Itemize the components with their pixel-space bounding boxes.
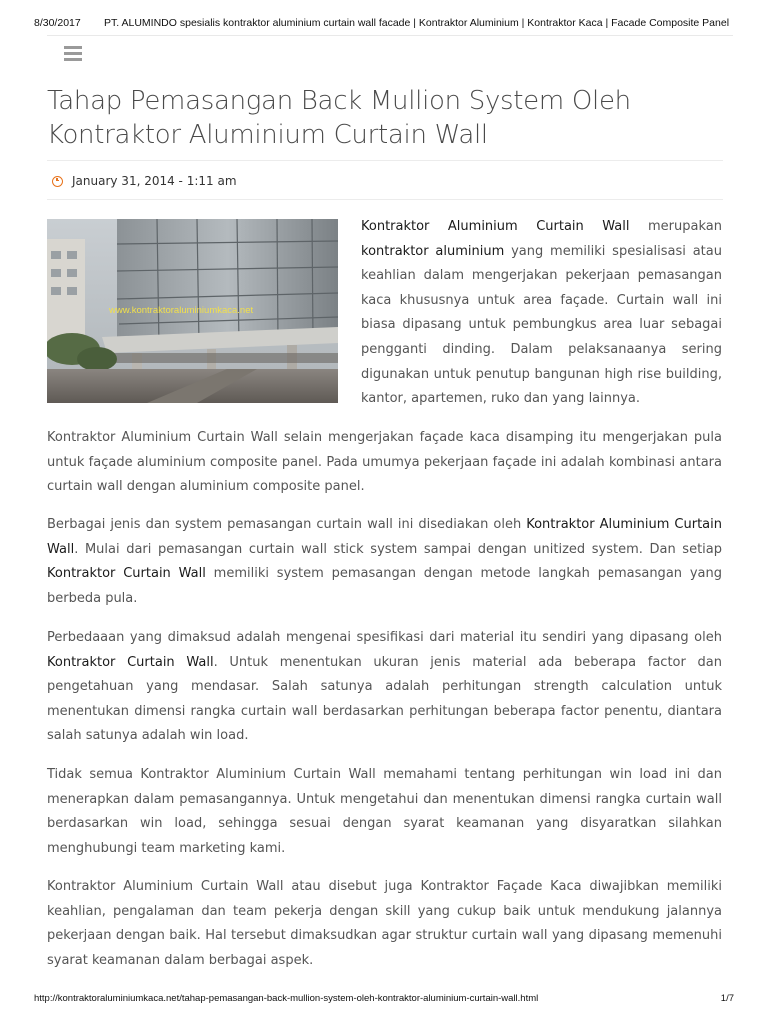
print-date: 8/30/2017 bbox=[34, 17, 81, 29]
print-page-title: PT. ALUMINDO spesialis kontraktor aluminium curtain wall facade | Kontraktor Aluminium | Kontraktor Kaca | Facade Composite Panel bbox=[104, 17, 730, 29]
print-url: http://kontraktoraluminiumkaca.net/tahap-pemasangan-back-mullion-system-oleh-kontraktor-aluminium-curtain-wall.html bbox=[34, 993, 539, 1004]
post-meta bbox=[52, 172, 237, 190]
print-footer bbox=[34, 993, 734, 1007]
paragraph-text: yang memiliki spesialisasi atau keahlian dalam mengerjakan pekerjaan pemasangan kaca khususnya untuk area façade. Curtain wall ini biasa dipasang untuk pembungkus area luar sebagai pengganti dinding. Dalam pelaksanaanya sering digunakan untuk penutup bangunan high rise building, kantor, apartemen, ruko dan yang lainnya. bbox=[361, 243, 722, 407]
print-header bbox=[34, 17, 734, 31]
paragraph-text: memiliki system pemasangan dengan metode langkah pemasangan yang berbeda pula. bbox=[47, 566, 722, 606]
article-paragraph-3 bbox=[47, 513, 722, 611]
post-title: Tahap Pemasangan Back Mullion System Oleh Kontraktor Aluminium Curtain Wall bbox=[47, 86, 631, 150]
article-paragraph-2: Kontraktor Aluminium Curtain Wall selain mengerjakan façade kaca disamping itu mengerjakan pula untuk façade aluminium composite panel. Pada umumya pekerjaan façade ini adalah kombinasi antara curtain wall dengan aluminium composite panel. bbox=[47, 430, 722, 495]
meta-divider bbox=[47, 199, 723, 200]
link-kontraktor-curtain-wall[interactable]: Kontraktor Curtain Wall bbox=[47, 654, 214, 670]
header-divider bbox=[47, 35, 733, 36]
hamburger-menu-icon[interactable] bbox=[64, 46, 82, 61]
paragraph-text: . Mulai dari pemasangan curtain wall stick system sampai dengan unitized system. Dan setiap bbox=[74, 541, 722, 557]
post-date: January 31, 2014 - 1:11 am bbox=[72, 174, 237, 188]
paragraph-text: Perbedaaan yang dimaksud adalah mengenai spesifikasi dari material itu sendiri yang dipasang oleh bbox=[47, 630, 722, 645]
article-paragraph-1 bbox=[361, 215, 722, 412]
clock-icon bbox=[52, 176, 63, 187]
image-watermark: www.kontraktoraluminiumkaca.net bbox=[109, 305, 254, 316]
featured-image bbox=[47, 219, 338, 403]
paragraph-text: Berbagai jenis dan system pemasangan curtain wall ini disediakan oleh bbox=[47, 517, 527, 532]
link-kontraktor-aluminium-curtain-wall[interactable]: Kontraktor Aluminium Curtain Wall bbox=[361, 219, 630, 234]
article-paragraph-6: Kontraktor Aluminium Curtain Wall atau disebut juga Kontraktor Façade Kaca diwajibkan memiliki keahlian, pengalaman dan team pekerja dengan skill yang cukup baik untuk mendukung jalannya pekerjaan dengan baik. Hal tersebut dimaksudkan agar struktur curtain wall yang dipasang memenuhi syarat keamanan dalam berbagai aspek. bbox=[47, 879, 722, 968]
link-kontraktor-curtain-wall[interactable]: Kontraktor Curtain Wall bbox=[47, 566, 206, 582]
paragraph-text: . Untuk menentukan ukuran jenis material ada beberapa factor dan pengetahuan yang mendasar. Salah satunya adalah perhitungan strength calculation untuk menentukan dimensi rangka curtain wall berdasarkan perhitungan beberapa factor penentu, diantara salah satunya adalah win load. bbox=[47, 654, 722, 744]
article-paragraph-5: Tidak semua Kontraktor Aluminium Curtain Wall memahami tentang perhitungan win load ini dan menerapkan dalam pemasangannya. Untuk mengetahui dan menentukan dimensi rangka curtain wall berdasarkan win load, sehingga sesuai dengan syarat keamanan yang disyaratkan silahkan menghubungi team marketing kami. bbox=[47, 767, 722, 856]
paragraph-text: merupakan bbox=[629, 219, 722, 234]
page-number: 1/7 bbox=[720, 993, 734, 1004]
title-divider bbox=[47, 160, 723, 161]
article-paragraph-4 bbox=[47, 626, 722, 749]
link-kontraktor-aluminium[interactable]: kontraktor aluminium bbox=[361, 243, 505, 259]
link-kontraktor-aluminium-curtain-wall[interactable]: Kontraktor Aluminium Curtain Wall bbox=[47, 517, 722, 557]
